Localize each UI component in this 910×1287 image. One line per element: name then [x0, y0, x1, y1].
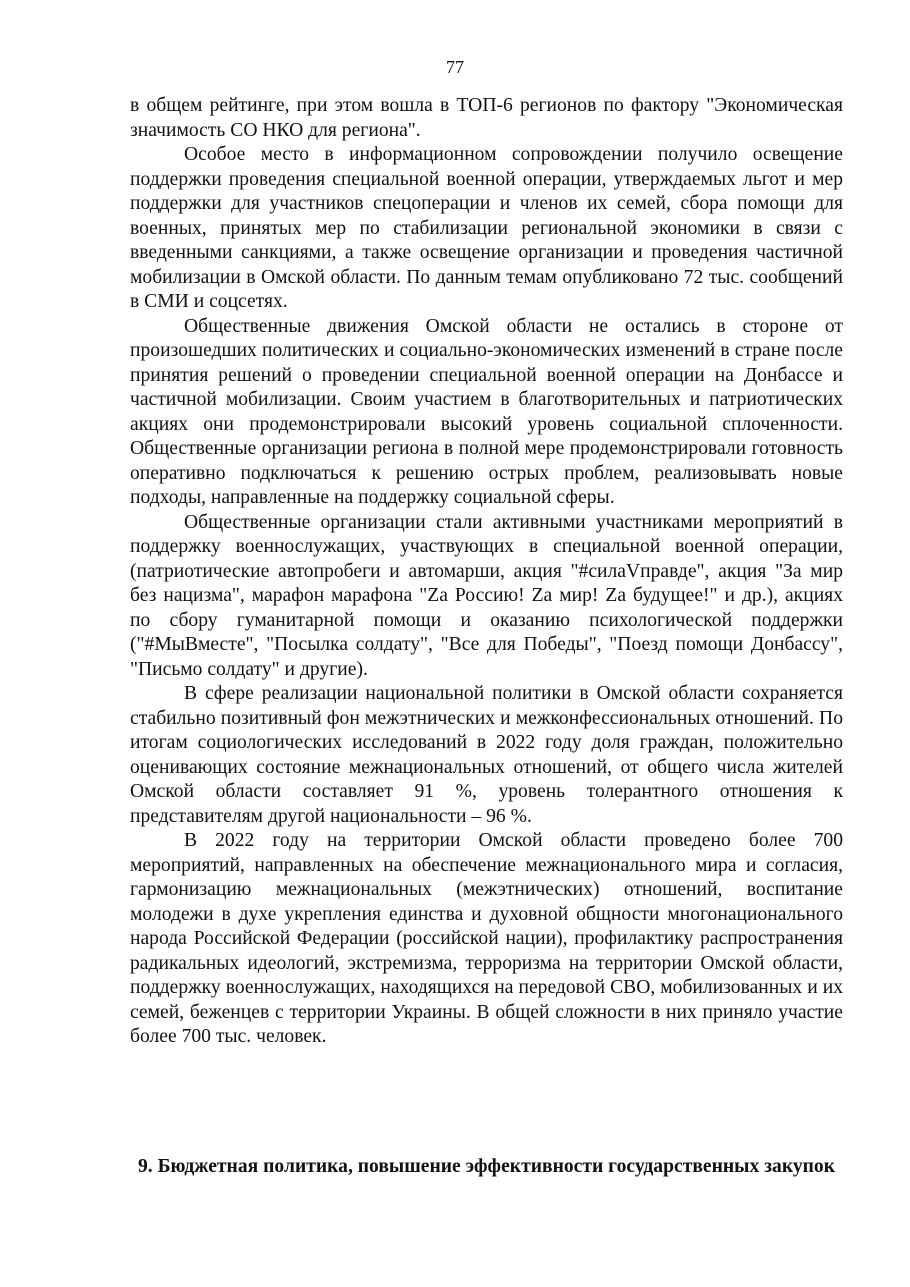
paragraph-1: в общем рейтинге, при этом вошла в ТОП-6 регионов по фактору "Экономическая значимость СО НКО для региона".: [130, 95, 843, 141]
paragraph-4: Общественные организации стали активными участниками мероприятий в поддержку военнослужащих, участвующих в специальной военной операции, (патриотические автопробеги и автомарши, акция "#силаVправде", акция "За мир без нацизма", марафон марафона "Zа Россию! Zа мир! Zа будущее!" и др.), акциях по сбору гуманитарной помощи и оказанию психологической поддержки ("#МыВместе", "Посылка солдату", "Все для Победы", "Поезд помощи Донбассу", "Письмо солдату" и другие).: [130, 511, 843, 680]
paragraph-2: Особое место в информационном сопровождении получило освещение поддержки проведения специальной военной операции, утверждаемых льгот и мер поддержки для участников спецоперации и членов их семей, сбора помощи для военных, принятых мер по стабилизации региональной экономики в связи с введенными санкциями, а также освещение организации и проведения частичной мобилизации в Омской области. По данным темам опубликовано 72 тыс. сообщений в СМИ и соцсетях.: [130, 144, 843, 312]
paragraph-6: В 2022 году на территории Омской области проведено более 700 мероприятий, направленных на обеспечение межнационального мира и согласия, гармонизацию межнациональных (межэтнических) отношений, воспитание молодежи в духе укрепления единства и духовной общности многонационального народа Российской Федерации (российской нации), профилактику распространения радикальных идеологий, экстремизма, терроризма на территории Омской области, поддержку военнослужащих, находящихся на передовой СВО, мобилизованных и их семей, беженцев с территории Украины. В общей сложности в них приняло участие более 700 тыс. человек.: [130, 830, 843, 1047]
page-number: 77: [446, 57, 464, 77]
paragraph-3: Общественные движения Омской области не остались в стороне от произошедших политических и социально-экономических изменений в стране после принятия решений о проведении специальной военной операции на Донбассе и частичной мобилизации. Своим участием в благотворительных и патриотических акциях они продемонстрировали высокий уровень социальной сплоченности. Общественные организации региона в полной мере продемонстрировали готовность оперативно подключаться к решению острых проблем, реализовывать новые подходы, направленные на поддержку социальной сферы.: [130, 315, 843, 508]
section-heading: 9. Бюджетная политика, повышение эффективности государственных закупок: [137, 1156, 836, 1177]
paragraph-5: В сфере реализации национальной политики в Омской области сохраняется стабильно позитивный фон межэтнических и межконфессиональных отношений. По итогам социологических исследований в 2022 году доля граждан, положительно оценивающих состояние межнациональных отношений, от общего числа жителей Омской области составляет 91 %, уровень толерантного отношения к представителям другой национальности – 96 %.: [130, 683, 843, 827]
body-text: [130, 94, 843, 1050]
